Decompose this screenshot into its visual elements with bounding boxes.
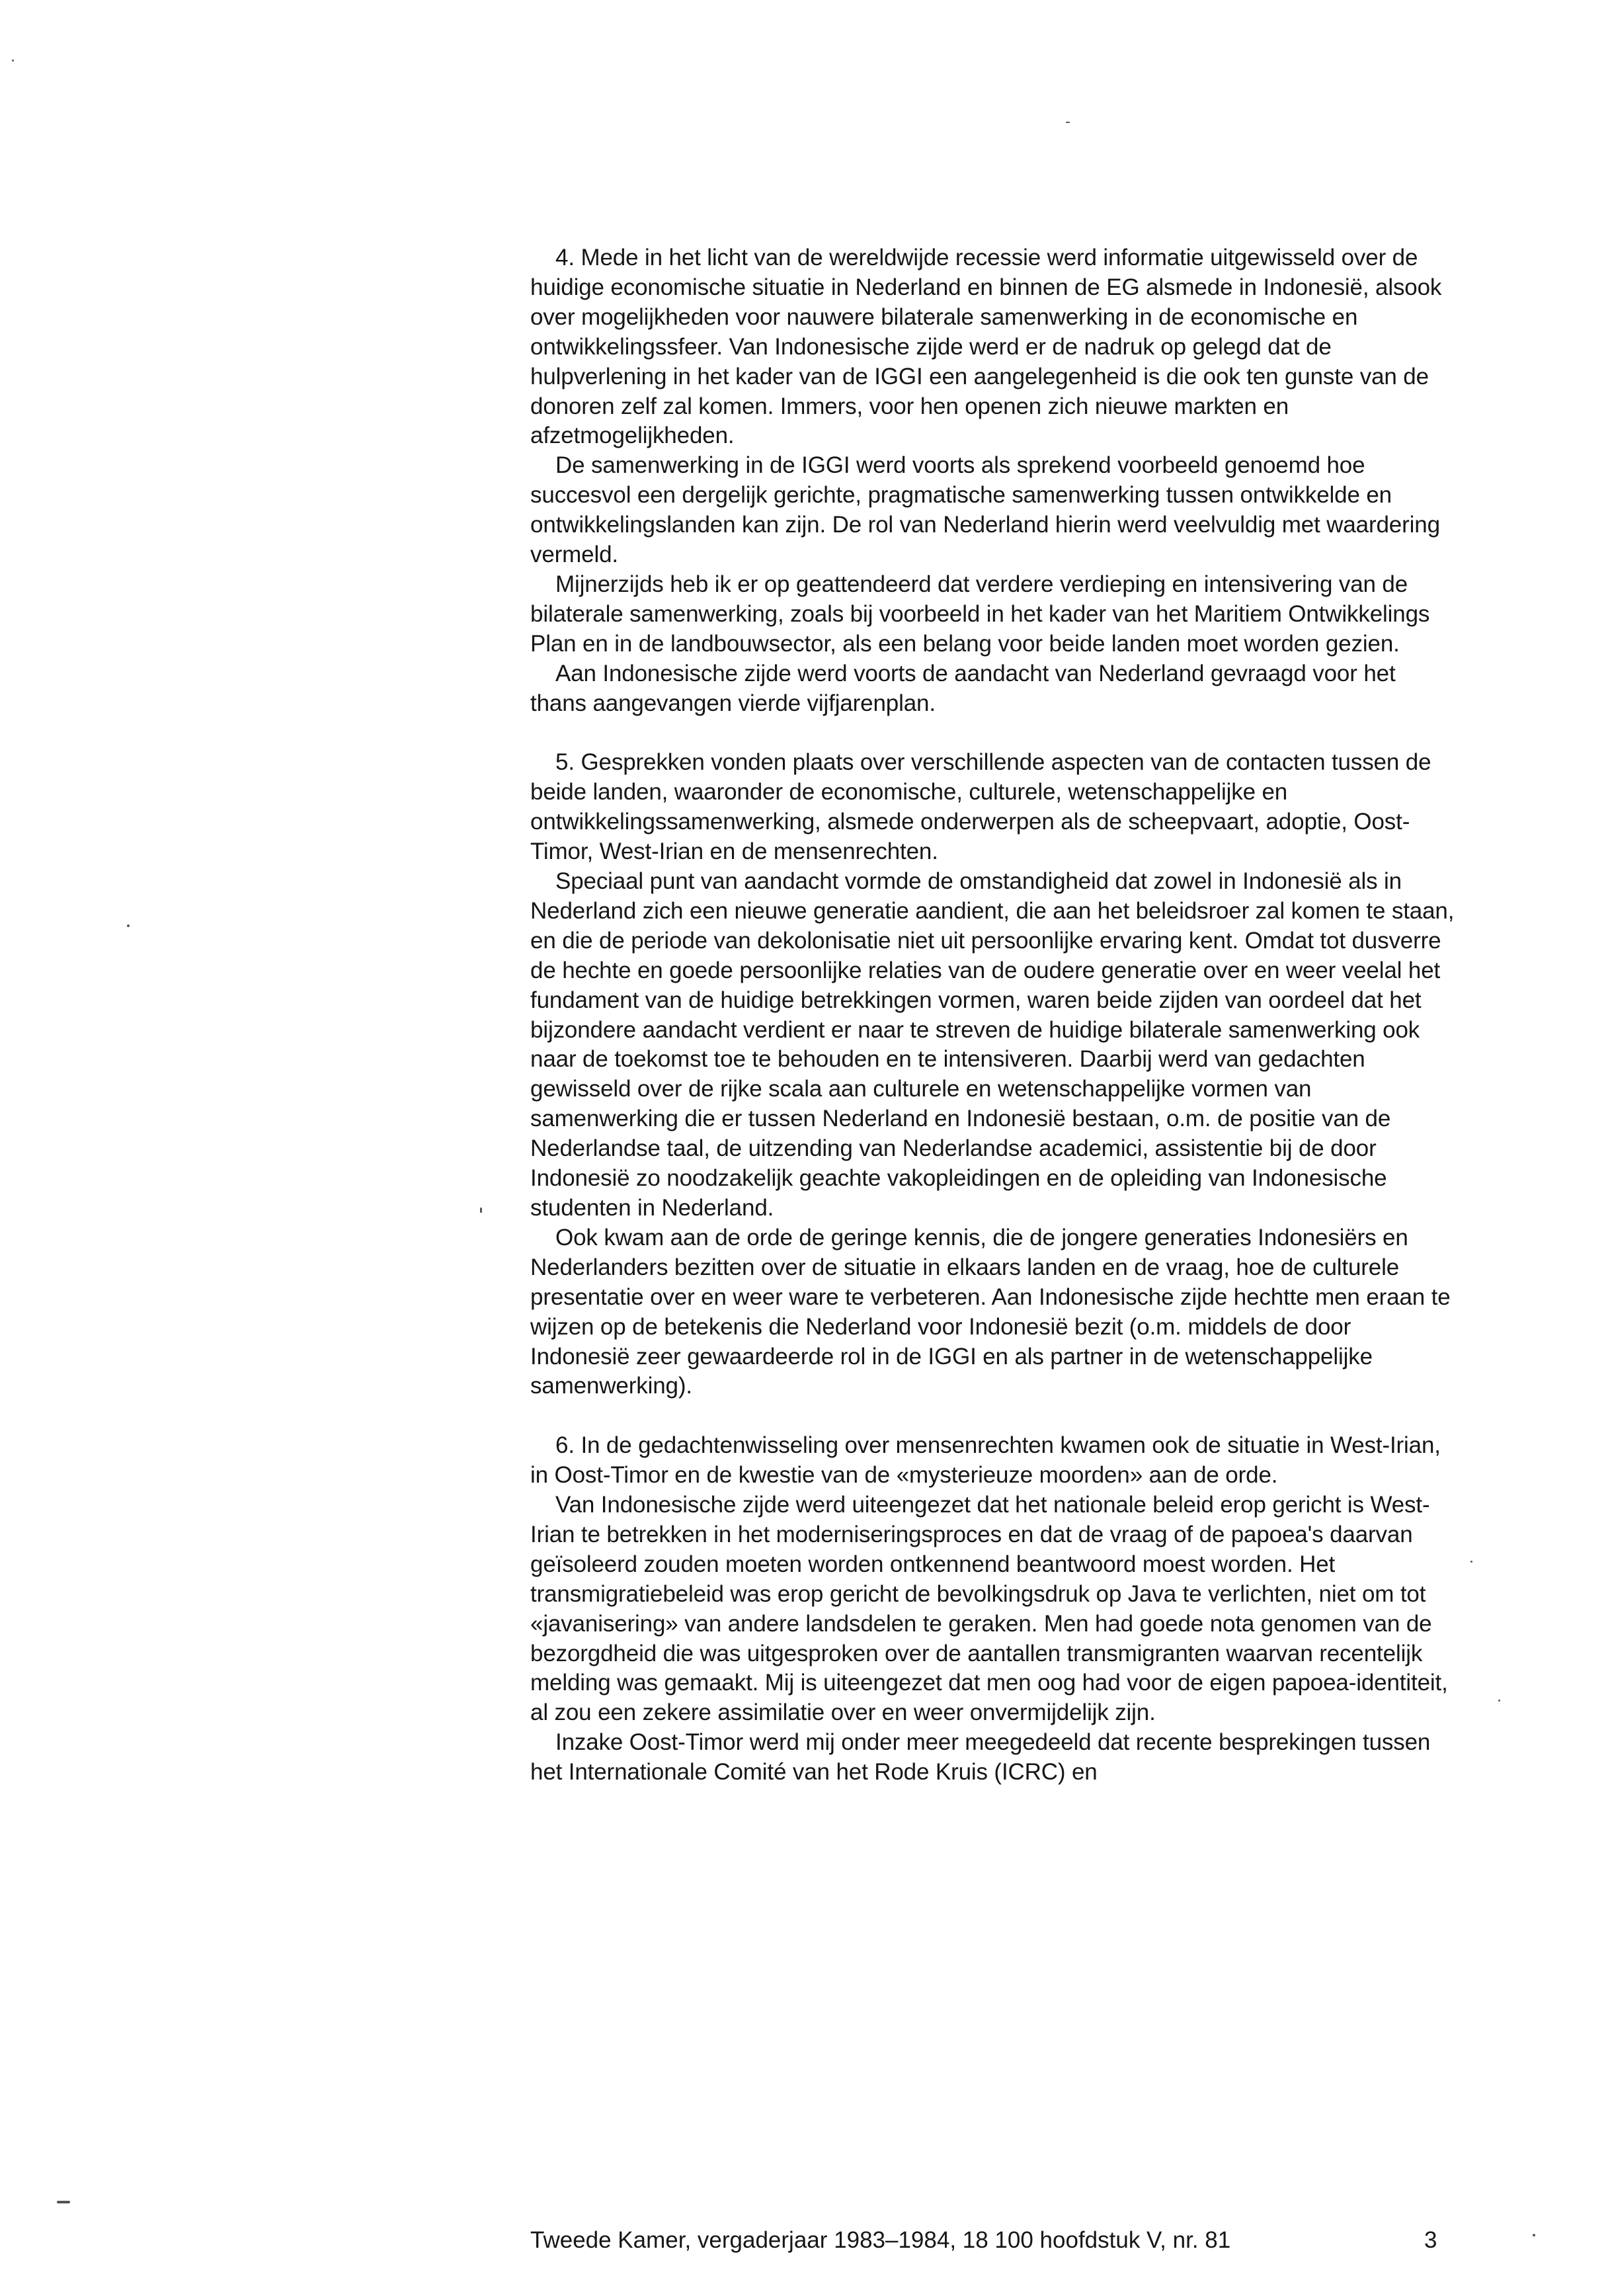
page-number: 3 [1424,2227,1437,2253]
paragraph-5-intro: 5. Gesprekken vonden plaats over verschillende aspecten van de contacten tussen de beide landen, waaronder de economische, culturele, wetenschappelijke en ontwikkelingssamenwerking, alsmede onderwerpen als de scheepvaart, adoptie, Oost-Timor, West-Irian en de mensenrechten. [530,749,1431,865]
section-gap [530,1401,1456,1431]
footer-citation: Tweede Kamer, vergaderjaar 1983–1984, 18 100 hoofdstuk V, nr. 81 [530,2227,1231,2253]
paragraph-4-bilateral: Mijnerzijds heb ik er op geattendeerd dat verdere verdieping en intensivering van de bilaterale samenwerking, zoals bij voorbeeld in het kader van het Maritiem Ontwikkelings Plan en in de landbouwsector, als een belang voor beide landen moet worden gezien. [530,571,1430,657]
paragraph-5-new-generation: Speciaal punt van aandacht vormde de omstandigheid dat zowel in Indonesië als in Nederland zich een nieuwe generatie aandient, die aan het beleidsroer zal komen te staan, en die de periode van dekolonisatie niet uit persoonlijke ervaring kent. Omdat tot dusverre de hechte en goede persoonlijke relaties van de oudere generatie over en weer veelal het fundament van de huidige betrekkingen vormen, waren beide zijden van oordeel dat het bijzondere aandacht verdient er naar te streven de huidige bilaterale samenwerking ook naar de toekomst toe te behouden en te intensiveren. Daarbij werd van gedachten gewisseld over de rijke scala aan culturele en wetenschappelijke vormen van samenwerking die er tussen Nederland en Indonesië bestaan, o.m. de positie van de Nederlandse taal, de uitzending van Nederlandse academici, assistentie bij de door Indonesië zo noodzakelijk geachte vakopleidingen en de opleiding van Indonesische studenten in Nederland. [530,868,1455,1221]
paragraph-6-west-irian: Van Indonesische zijde werd uiteengezet dat het nationale beleid erop gericht is West-Irian te betrekken in het moderniseringsproces en dat de vraag of de papoea's daarvan geïsoleerd zouden moeten worden ontkennend beantwoord moest worden. Het transmigratiebeleid was erop gericht de bevolkingsdruk op Java te verlichten, niet om tot «javanisering» van andere landsdelen te geraken. Men had goede nota genomen van de bezorgdheid die was uitgesproken over de aantallen transmigranten waarvan recentelijk melding was gemaakt. Mij is uiteengezet dat men oog had voor de eigen papoea-identiteit, al zou een zekere assimilatie over en weer onvermijdelijk zijn. [530,1492,1448,1726]
scan-speck [480,1208,482,1213]
scan-speck [12,60,14,62]
scan-speck [1470,1561,1472,1563]
section-gap [530,719,1456,749]
paragraph-5-knowledge: Ook kwam aan de orde de geringe kennis, die de jongere generaties Indonesiërs en Nederlanders bezitten over de situatie in elkaars landen en de vraag, hoe de culturele presentatie over en weer ware te verbeteren. Aan Indonesische zijde hechtte men eraan te wijzen op de betekenis die Nederland voor Indonesië bezit (o.m. middels de door Indonesië zeer gewaardeerde rol in de IGGI en als partner in de wetenschappelijke samenwerking). [530,1224,1451,1399]
scan-speck [127,924,130,927]
scan-speck [1498,1700,1500,1702]
document-body [530,243,1456,1787]
paragraph-4-intro: 4. Mede in het licht van de wereldwijde recessie werd informatie uitgewisseld over de huidige economische situatie in Nederland en binnen de EG alsmede in Indonesië, alsook over mogelijkheden voor nauwere bilaterale samenwerking in de economische en ontwikkelingssfeer. Van Indonesische zijde werd er de nadruk op gelegd dat de hulpverlening in het kader van de IGGI een aangelegenheid is die ook ten gunste van de donoren zelf zal komen. Immers, voor hen openen zich nieuwe markten en afzetmogelijkheden. [530,245,1442,449]
paragraph-4-five-year-plan: Aan Indonesische zijde werd voorts de aandacht van Nederland gevraagd voor het thans aangevangen vierde vijfjarenplan. [530,660,1396,716]
paragraph-4-iggi: De samenwerking in de IGGI werd voorts als sprekend voorbeeld genoemd hoe succesvol een dergelijk gerichte, pragmatische samenwerking tussen ontwikkelde en ontwikkelingslanden kan zijn. De rol van Nederland hierin werd veelvuldig met waardering vermeld. [530,452,1440,568]
paragraph-6-oost-timor: Inzake Oost-Timor werd mij onder meer meegedeeld dat recente besprekingen tussen het Internationale Comité van het Rode Kruis (ICRC) en [530,1729,1431,1785]
scan-speck [57,2201,70,2203]
paragraph-6-intro: 6. In de gedachtenwisseling over mensenrechten kwamen ook de situatie in West-Irian, in Oost-Timor en de kwestie van de «mysterieuze moorden» aan de orde. [530,1432,1441,1489]
scan-speck [1533,2234,1535,2236]
scan-speck [1066,122,1070,123]
